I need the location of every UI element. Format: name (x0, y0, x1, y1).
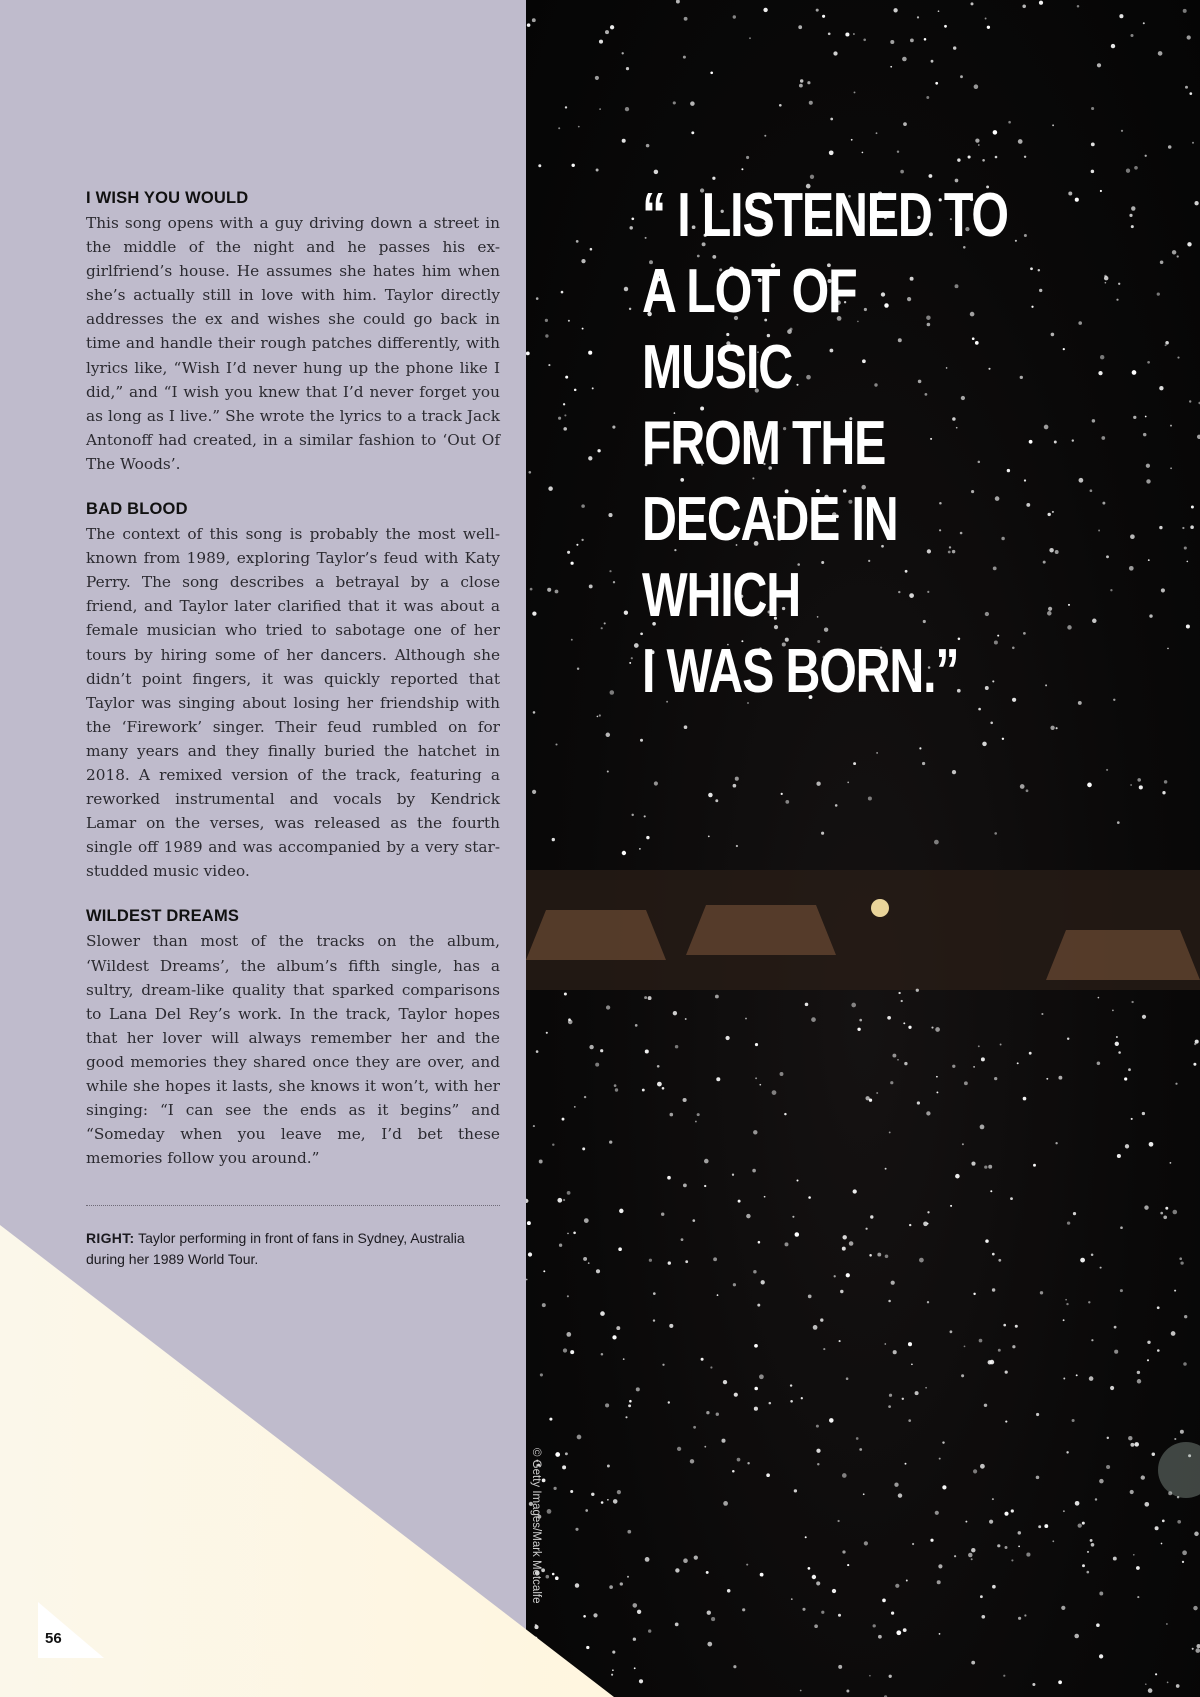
photo-caption (86, 1228, 500, 1270)
section-heading: BAD BLOOD (86, 500, 188, 519)
section-text: Slower than most of the tracks on the album, ‘Wildest Dreams’, the album’s fifth single, has a sultry, dream-like quality that sparked comparisons to Lana Del Rey’s work. In the track, Taylor hopes that her lover will always remember her and the good memories they shared once they are over, and while she hopes it lasts, she knows it won’t, with her singing: “I can see the ends as it begins” and “Someday when you leave me, I’d bet these memories follow you around.” (86, 932, 500, 1168)
pull-quote: “ I LISTENED TO A LOT OF MUSIC FROM THE DECADE IN WHICH I WAS BORN.” (642, 181, 1008, 706)
section-wildest-dreams (86, 907, 500, 1170)
section-heading: I WISH YOU WOULD (86, 189, 249, 207)
article-body (86, 189, 500, 1194)
section-text: The context of this song is probably the most well-known from 1989, exploring Taylor’s feud with Katy Perry. The song describes a betrayal by a close friend, and Taylor later clarified that it was about a female musician who tried to sabotage one of her tours by hiring some of her dancers. Although she didn’t point fingers, it was quickly reported that Taylor was singing about losing her friendship with the ‘Firework’ singer. Their feud rumbled on for many years and they finally buried the hatchet in 2018. A remixed version of the track, featuring a reworked instrumental and vocals by Kendrick Lamar on the verses, was released as the fourth single off 1989 and was accompanied by a very star-studded music video. (86, 525, 500, 881)
section-i-wish-you-would (86, 189, 500, 476)
caption-text: Taylor performing in front of fans in Sydney, Australia during her 1989 World Tour. (86, 1230, 465, 1267)
caption-divider (86, 1205, 500, 1206)
section-heading: WILDEST DREAMS (86, 907, 240, 926)
section-bad-blood (86, 500, 500, 883)
caption-label: RIGHT: (86, 1230, 135, 1246)
photo-credit: © Getty Images/Mark Metcalfe (530, 1448, 542, 1604)
section-text: This song opens with a guy driving down a street in the middle of the night and he passes his ex-girlfriend’s house. He assumes she hates him when she’s actually still in love with him. Taylor directly addresses the ex and wishes she could go back in time and handle their rough patches differently, with lyrics like, “Wish I’d never hung up the phone like I did,” and “I wish you knew that I’d never forget you as long as I live.” She wrote the lyrics to a track Jack Antonoff had created, in a similar fashion to ‘Out Of The Woods’. (86, 214, 500, 473)
page-number: 56 (45, 1630, 62, 1647)
